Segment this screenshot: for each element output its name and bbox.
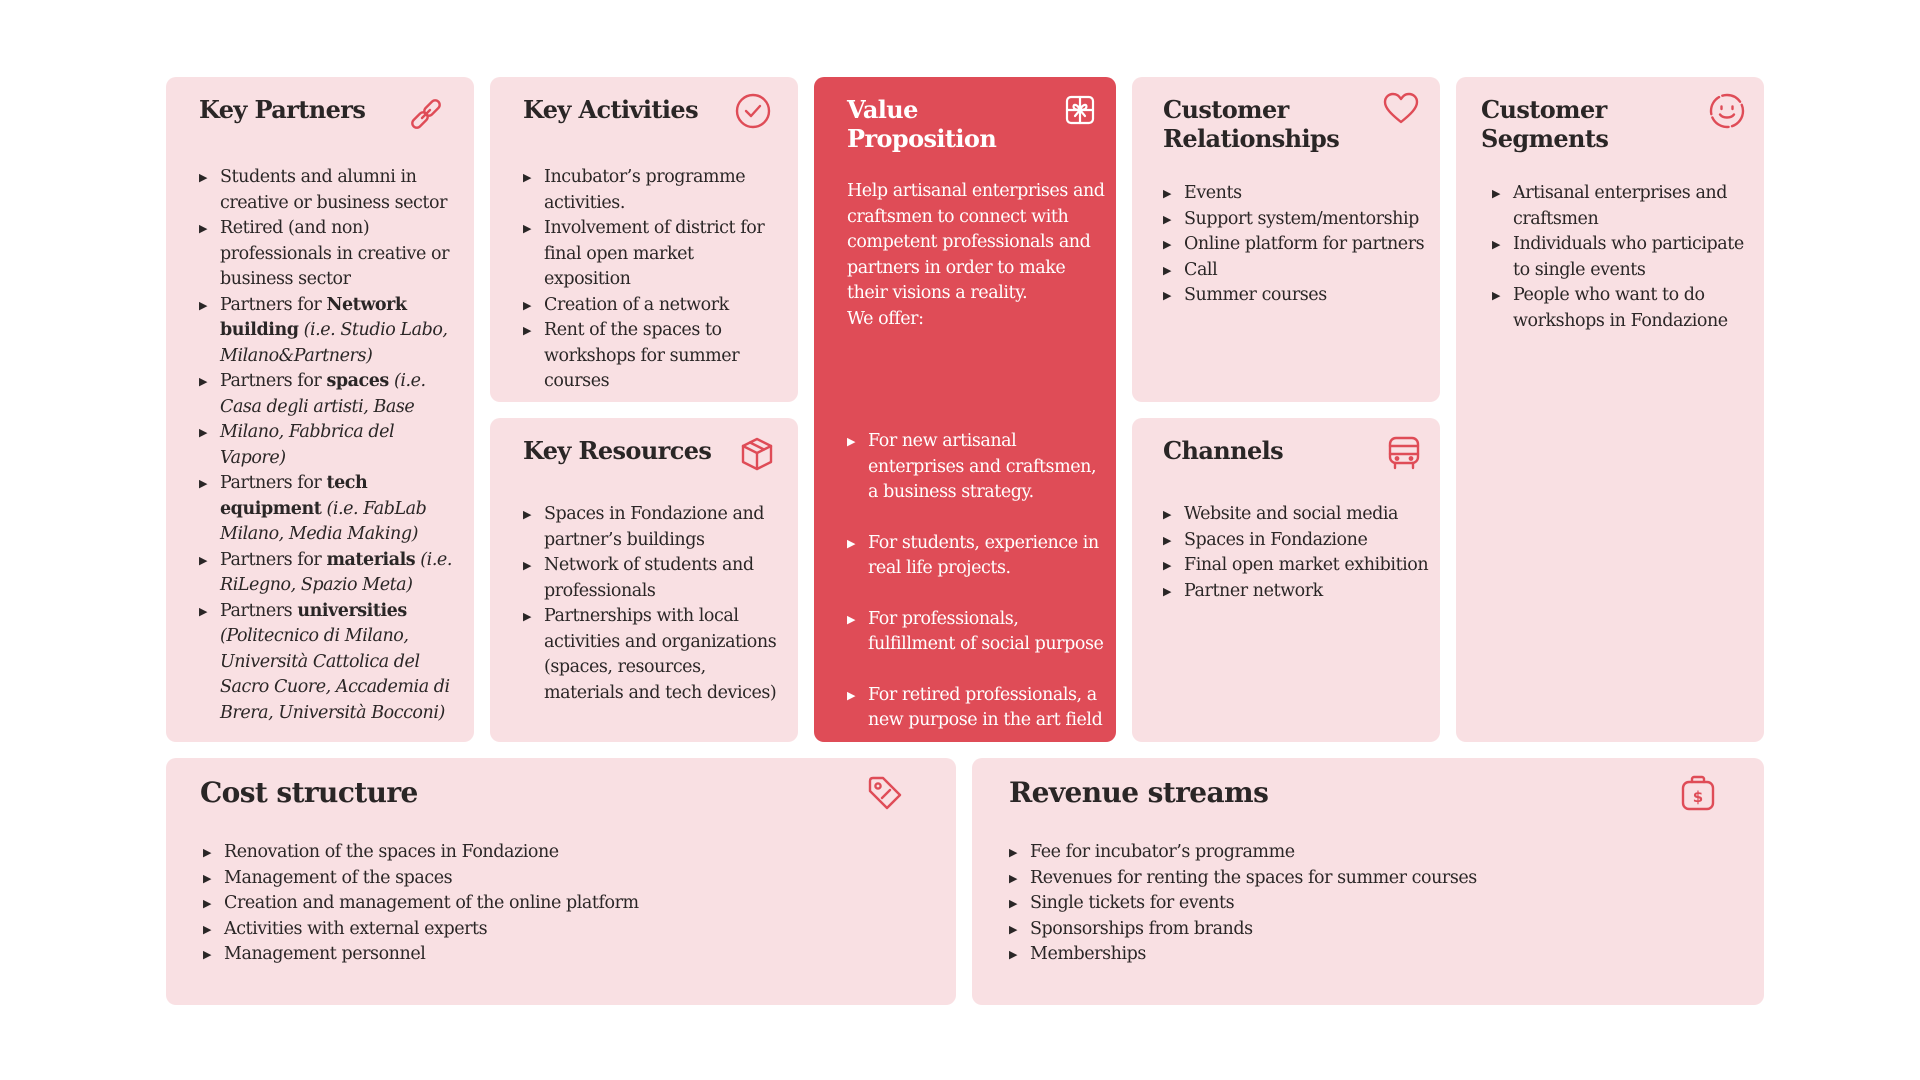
revenue-streams-title: Revenue streams [1009,776,1269,809]
revenue-streams-card [972,758,1764,1005]
heart-icon [1382,91,1420,125]
money-bag-icon [1679,774,1717,812]
list-item: ▶ Fee for incubator’s programme [1009,840,1729,866]
list-item: ▶ Artisanal enterprises and craftsmen [1492,181,1754,232]
key-resources-list [523,502,785,706]
channels-card [1132,418,1440,742]
list-item: ▶ For students, experience in real life projects. [847,531,1109,582]
channels-title: Channels [1163,436,1284,465]
channels-list [1163,502,1431,604]
list-item: ▶ Activities with external experts [203,917,923,943]
key-resources-card [490,418,798,742]
check-circle-icon [735,93,771,129]
list-item: ▶ Retired (and non) professionals in creative or business sector [199,216,461,293]
list-item: ▶ Network of students and professionals [523,553,785,604]
cost-structure-card [166,758,956,1005]
list-item: ▶ Students and alumni in creative or business sector [199,165,461,216]
list-item: ▶ Revenues for renting the spaces for summer courses [1009,866,1729,892]
revenue-streams-list [1009,840,1729,968]
key-partners-title: Key Partners [199,95,366,124]
key-partners-list [199,165,461,726]
list-item: ▶ Partners for spaces (i.e. Casa degli artisti, Base [199,369,461,420]
list-item: ▶ Events [1163,181,1431,207]
value-proposition-title: Value Proposition [847,95,997,153]
list-item: ▶ Creation and management of the online platform [203,891,923,917]
list-item: ▶ Partners for Network building (i.e. Studio Labo, Milano&Partners) [199,293,461,370]
list-item: ▶ For professionals, fulfillment of social purpose [847,607,1109,658]
value-proposition-card [814,77,1116,742]
list-item: ▶ Single tickets for events [1009,891,1729,917]
value-proposition-list [847,429,1109,759]
list-item: ▶ Milano, Fabbrica del Vapore) [199,420,461,471]
gift-icon [1064,94,1096,126]
list-item: ▶ Partner network [1163,579,1431,605]
tag-icon [866,774,904,812]
list-item: ▶ Final open market exhibition [1163,553,1431,579]
customer-segments-card [1456,77,1764,742]
list-item: ▶ Partnerships with local activities and organizations (spaces, resources, materials and tech devices) [523,604,785,706]
list-item: ▶ Online platform for partners [1163,232,1431,258]
key-resources-title: Key Resources [523,436,712,465]
value-proposition-intro: Help artisanal enterprises and craftsmen to connect with competent professionals and partners in order to make their visions a reality. [847,181,1105,303]
list-item: ▶ Summer courses [1163,283,1431,309]
link-icon [407,95,445,133]
list-item: ▶ Rent of the spaces to workshops for summer courses [523,318,785,395]
cost-structure-list [203,840,923,968]
list-item: ▶ Creation of a network [523,293,785,319]
customer-relationships-card [1132,77,1440,402]
list-item: ▶ Memberships [1009,942,1729,968]
list-item: ▶ Management of the spaces [203,866,923,892]
list-item: ▶ Individuals who participate to single events [1492,232,1754,283]
list-item: ▶ Call [1163,258,1431,284]
list-item: ▶ Management personnel [203,942,923,968]
list-item: ▶ People who want to do workshops in Fondazione [1492,283,1754,334]
key-activities-list [523,165,785,395]
list-item: ▶ Spaces in Fondazione and partner’s buildings [523,502,785,553]
list-item: ▶ Support system/mentorship [1163,207,1431,233]
value-proposition-description [847,179,1109,332]
list-item: ▶ Renovation of the spaces in Fondazione [203,840,923,866]
cost-structure-title: Cost structure [200,776,418,809]
key-activities-title: Key Activities [523,95,698,124]
key-partners-card [166,77,474,742]
svg-text:$: $ [1692,788,1704,806]
list-item: ▶ For retired professionals, a new purpose in the art field [847,683,1109,734]
list-item: ▶ Partners for tech equipment (i.e. FabLab Milano, Media Making) [199,471,461,548]
list-item: ▶ Incubator’s programme activities. [523,165,785,216]
bus-icon [1387,435,1421,471]
list-item: ▶ Website and social media [1163,502,1431,528]
list-item: ▶ Sponsorships from brands [1009,917,1729,943]
customer-relationships-list [1163,181,1431,309]
customer-relationships-title: Customer Relationships [1163,95,1340,153]
list-item: ▶ Partners universities (Politecnico di Milano, Università Cattolica del Sacro Cuore, Accademia di Brera, Università Bocconi) [199,599,461,727]
smile-icon [1708,92,1746,130]
list-item: ▶ Spaces in Fondazione [1163,528,1431,554]
list-item: ▶ For new artisanal enterprises and craftsmen, a business strategy. [847,429,1109,506]
list-item: ▶ Partners for materials (i.e. RiLegno, Spazio Meta) [199,548,461,599]
customer-segments-list [1492,181,1754,334]
box-icon [739,436,775,472]
customer-segments-title: Customer Segments [1481,95,1609,153]
value-proposition-offer-label: We offer: [847,308,924,329]
key-activities-card [490,77,798,402]
list-item: ▶ Involvement of district for final open market exposition [523,216,785,293]
